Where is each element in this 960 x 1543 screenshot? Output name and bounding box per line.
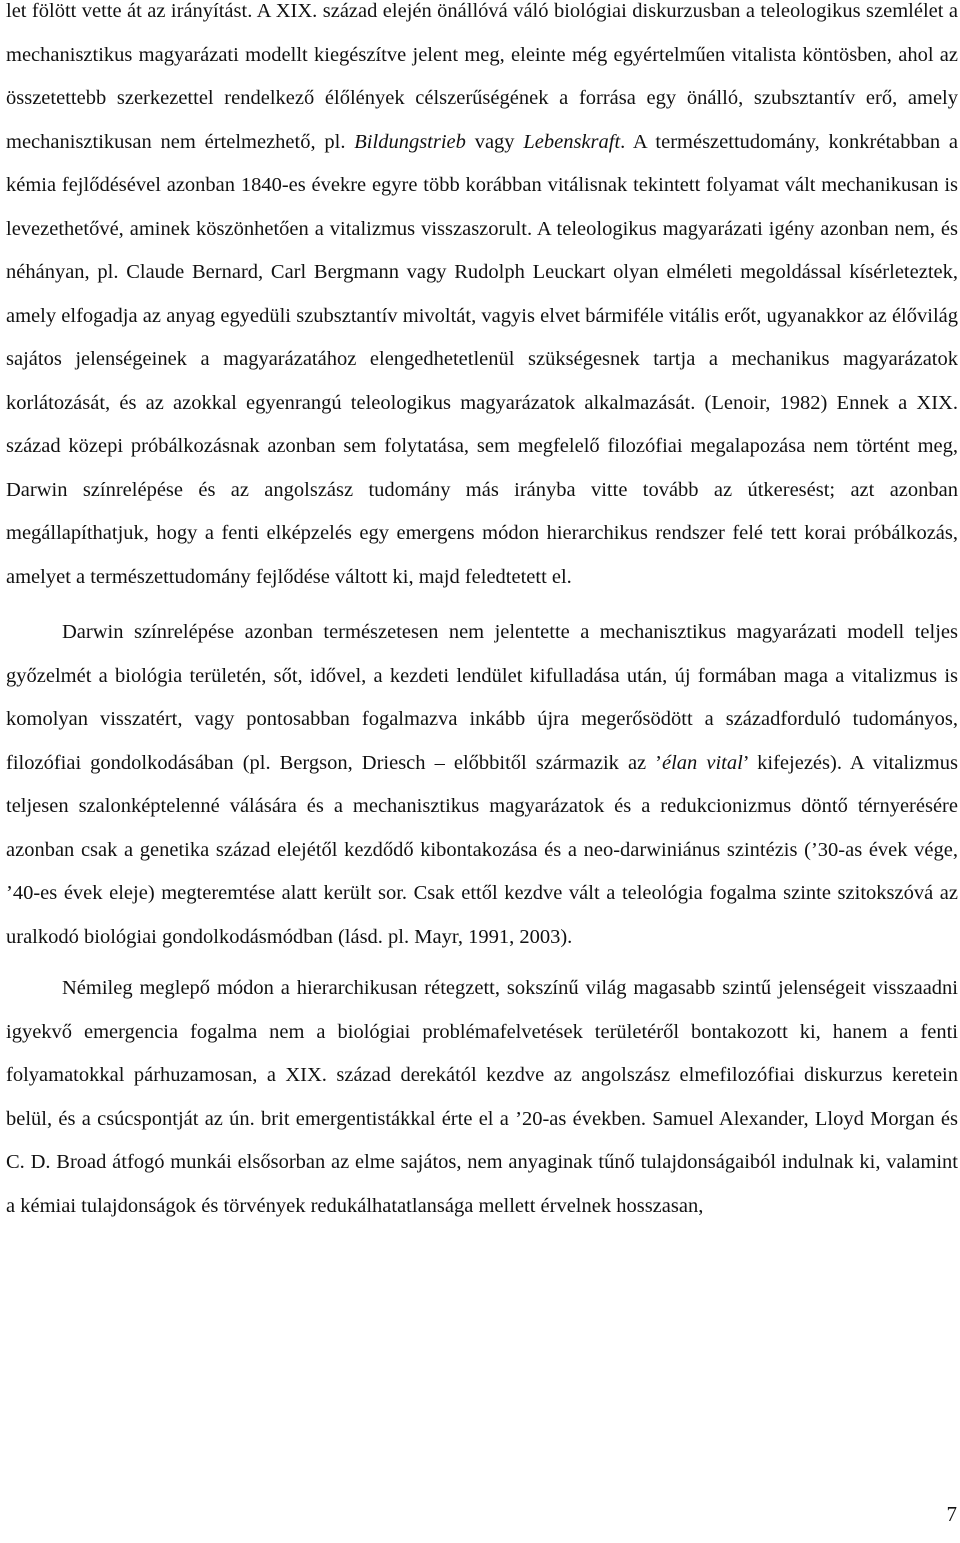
paragraph-3-text-1: Némileg meglepő módon a hierarchikusan rétegzett, sokszínű világ magasabb szintű jelenségeit visszaadni igyekvő emergencia fogalma nem a biológiai problémafelvetések területéről bontakozott ki, hanem a fenti folyamatokkal párhuzamosan, a XIX. század derekától kezdve az angolszász elmefilozófiai diskurzus keretein belül, és a csúcspontját az ún. brit emergentistákkal érte el a ’20-as években. Samuel Alexander, Lloyd Morgan és C. D. Broad átfogó munkái elsősorban az elme sajátos, nem anyaginak tűnő tulajdonságaiból indulnak ki, valamint a kémiai tulajdonságok és törvények redukálhatatlansága mellett érvelnek hosszasan, — [6, 977, 958, 1217]
italic-term-bildungstrieb: Bildungstrieb — [354, 130, 466, 153]
paragraph-2 — [6, 611, 958, 959]
paragraph-2-text-2: ’ kifejezés). A vitalizmus teljesen szalonképtelenné válására és a mechanisztikus magyarázatok és a redukcionizmus döntő térnyerésére azonban csak a genetika század elejétől kezdődő kibontakozása és a neo-darwiniánus szintézis (’30-as évek vége, ’40-es évek eleje) megteremtése alatt került sor. Csak ettől kezdve vált a teleológia fogalma szinte szitokszóvá az uralkodó biológiai gondolkodásmódban (lásd. pl. Mayr, 1991, 2003). — [6, 751, 958, 948]
paragraph-1-text-1: let fölött vette át az irányítást. A XIX. század elején önállóvá váló biológiai diskurzusban a teleologikus szemlélet a mechanisztikus magyarázati modellt kiegészítve jelent meg, eleinte még egyértelműen vitalista köntösben, ahol az összetettebb szerkezettel rendelkező élőlények célszerűségének a forrása egy önálló, szubsztantív erő, amely mechanisztikusan nem értelmezhető, pl. — [6, 0, 958, 153]
italic-term-lebenskraft: Lebenskraft — [523, 130, 621, 153]
paragraph-1-text-3: . A természettudomány, konkrétabban a kémia fejlődésével azonban 1840-es évekre egyre több korábban vitálisnak tekintett folyamat vált mechanikusan is levezethetővé, aminek köszönhetően a vitalizmus visszaszorult. A teleologikus magyarázati igény azonban nem, és néhányan, pl. Claude Bernard, Carl Bergmann vagy Rudolph Leuckart olyan elméleti megoldással kísérleteztek, amely elfogadja az anyag egyedüli szubsztantív mivoltát, vagyis elvet bármiféle vitális erőt, ugyanakkor az élővilág sajátos jelenségeinek a magyarázatához elengedhetetlenül szükségesnek tartja a mechanikus magyarázatok korlátozását, és az azokkal egyenrangú teleologikus magyarázatok alkalmazását. (Lenoir, 1982) Ennek a XIX. század közepi próbálkozásnak azonban sem folytatása, sem megfelelő filozófiai megalapozása nem történt meg, Darwin színrelépése és az angolszász tudomány más irányba vitte tovább az útkeresést; azt azonban megállapíthatjuk, hogy a fenti elképzelés egy emergens módon hierarchikus rendszer felé tett korai próbálkozás, amelyet a természettudomány fejlődése váltott ki, majd feledtetett el. — [6, 130, 958, 588]
document-page — [6, 0, 958, 1228]
italic-term-elan-vital: élan vital — [662, 751, 743, 774]
page-number: 7 — [946, 1502, 957, 1526]
paragraph-1-text-2: vagy — [465, 130, 524, 153]
paragraph-1 — [6, 0, 958, 599]
paragraph-2-text-1: Darwin színrelépése azonban természetesen nem jelentette a mechanisztikus magyarázati modell teljes győzelmét a biológia területén, sőt, idővel, a kezdeti lendület kifulladása után, új formában maga a vitalizmus is komolyan visszatért, vagy pontosabban fogalmazva inkább újra megerősödött a századforduló tudományos, filozófiai gondolkodásában (pl. Bergson, Driesch – előbbitől származik az ’ — [6, 621, 958, 774]
paragraph-3 — [6, 967, 958, 1228]
